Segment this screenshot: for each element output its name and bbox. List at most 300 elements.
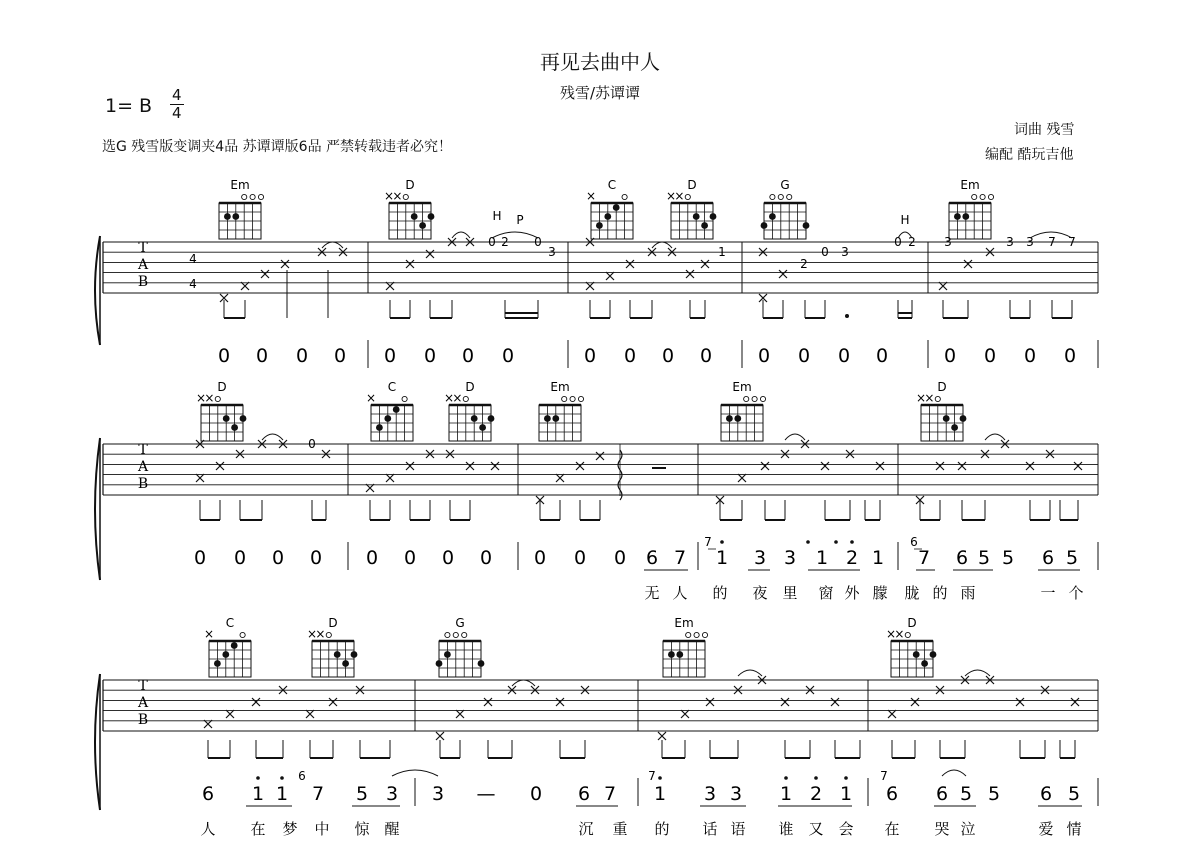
chord-dot: [444, 651, 451, 658]
tab-x-note: [436, 732, 444, 740]
lyric-char: 重: [612, 820, 628, 838]
jianpu-note: 0: [1063, 345, 1077, 367]
jianpu-note: 0: [613, 547, 627, 569]
artists: 残雪/苏谭谭: [559, 84, 641, 102]
chord-open: [905, 632, 910, 637]
tab-clef-a: A: [137, 459, 149, 475]
time-signature-top: 4: [172, 86, 182, 104]
tab-x-note: [406, 260, 414, 268]
lyricist-composer: 词曲 残雪: [1014, 122, 1075, 138]
chord-open: [686, 632, 691, 637]
song-title: 再见去曲中人: [540, 50, 660, 74]
tab-x-note: [406, 462, 414, 470]
tab-clef-b: B: [137, 476, 149, 492]
lyric-char: 一: [1040, 584, 1056, 602]
tab-x-note: [456, 710, 464, 718]
chord-open: [702, 632, 707, 637]
chord-dot: [224, 213, 231, 220]
jianpu-note: 0: [479, 547, 493, 569]
jianpu-note: 0: [233, 547, 247, 569]
jianpu-note: 5: [1065, 547, 1079, 569]
tab-x-note: [281, 260, 289, 268]
chord-open: [403, 194, 408, 199]
chord-open: [240, 632, 245, 637]
jianpu-note: 0: [623, 345, 637, 367]
lyric-char: 胧: [904, 584, 920, 602]
chord-open: [622, 194, 627, 199]
chord-open: [972, 194, 977, 199]
tab-x-note: [576, 462, 584, 470]
chord-name: D: [405, 178, 415, 192]
chord-dot: [223, 415, 230, 422]
dot: [658, 776, 662, 780]
jianpu-note: 3: [783, 547, 797, 569]
chord-dot: [419, 222, 426, 229]
lyric-char: 话: [702, 820, 718, 838]
slur-arc: [942, 770, 966, 776]
chord-mute: ×: [204, 391, 215, 405]
chord-dot: [232, 213, 239, 220]
chord-name: D: [217, 380, 227, 394]
tie-arc: [965, 670, 990, 676]
tab-x-note: [484, 698, 492, 706]
tab-x-note: [701, 260, 709, 268]
tab-x-note: [761, 462, 769, 470]
tab-x-note: [964, 260, 972, 268]
chord-name: C: [225, 616, 235, 630]
chord-dot: [214, 660, 221, 667]
lyric-char: 人: [672, 584, 688, 602]
tie-arc: [785, 434, 805, 440]
chord-mute: ×: [885, 627, 897, 641]
chord-open: [694, 632, 699, 637]
chord-dot: [342, 660, 349, 667]
tab-x-note: [196, 474, 204, 482]
chord-open: [250, 194, 255, 199]
jianpu-note: 0: [1023, 345, 1037, 367]
jianpu-note: 0: [943, 345, 957, 367]
chord-dot: [921, 660, 928, 667]
jianpu-note: 0: [403, 547, 417, 569]
dot: [814, 776, 818, 780]
tab-clef-t: T: [138, 240, 148, 256]
tab-number: 3: [944, 235, 952, 249]
chord-dot: [943, 415, 950, 422]
jianpu-note: 0: [255, 345, 269, 367]
chord-open: [402, 396, 407, 401]
chord-mute: ×: [306, 627, 318, 641]
jianpu-note: 5: [355, 783, 369, 805]
tab-x-note: [706, 698, 714, 706]
chord-mute: ×: [365, 391, 377, 405]
staff-time-sig-bottom: 4: [189, 277, 197, 291]
chord-dot: [960, 415, 967, 422]
jianpu-note: 6: [955, 547, 969, 569]
chord-dot: [351, 651, 358, 658]
chord-open: [744, 396, 749, 401]
chord-name: D: [937, 380, 947, 394]
jianpu-note: 6: [935, 783, 949, 805]
jianpu-note: 2: [809, 783, 823, 805]
chord-open: [787, 194, 792, 199]
grace-note: 7: [704, 535, 712, 549]
lyric-char: 情: [1066, 820, 1082, 838]
tab-number: 2: [908, 235, 916, 249]
lyric-char: 梦: [282, 820, 298, 838]
lyric-char: 里: [782, 584, 798, 602]
tab-x-note: [626, 260, 634, 268]
slur-arc: [392, 770, 438, 776]
jianpu-note: 7: [311, 783, 325, 805]
lyric-char: 泣: [960, 820, 976, 838]
chord-dot: [596, 222, 603, 229]
tab-x-note: [821, 462, 829, 470]
jianpu-note: 0: [983, 345, 997, 367]
jianpu-note: 0: [333, 345, 347, 367]
dot: [845, 314, 849, 318]
chord-mute: ×: [392, 189, 403, 203]
chord-dot: [676, 651, 683, 658]
tab-number: 2: [800, 257, 808, 271]
chord-name: D: [907, 616, 917, 630]
jianpu-note: 0: [441, 547, 455, 569]
tab-x-note: [466, 462, 474, 470]
chord-mute: ×: [674, 189, 685, 203]
chord-dot: [231, 642, 238, 649]
tab-x-note: [1016, 698, 1024, 706]
jianpu-note: 0: [295, 345, 309, 367]
jianpu-note: 0: [837, 345, 851, 367]
chord-dot: [428, 213, 435, 220]
tab-number: 0: [894, 235, 902, 249]
tab-x-note: [958, 462, 966, 470]
chord-dot: [930, 651, 937, 658]
chord-dot: [411, 213, 418, 220]
tab-x-note: [426, 250, 434, 258]
jianpu-note: 7: [917, 547, 931, 569]
tab-clef-a: A: [137, 257, 149, 273]
lyric-char: 醒: [384, 820, 400, 838]
chord-dot: [803, 222, 810, 229]
tie-arc: [985, 434, 1005, 440]
lyric-char: 会: [838, 820, 854, 838]
jianpu-note: 2: [845, 547, 859, 569]
jianpu-note: 1: [839, 783, 853, 805]
lyric-char: 语: [730, 820, 746, 838]
jianpu-note: 0: [193, 547, 207, 569]
tab-x-note: [306, 710, 314, 718]
jianpu-note: 0: [271, 547, 285, 569]
jianpu-note: 6: [645, 547, 659, 569]
tab-x-note: [1026, 462, 1034, 470]
chord-name: C: [387, 380, 397, 394]
capo-note: 选G 残雪版变调夹4品 苏谭谭版6品 严禁转载违者必究！: [102, 139, 453, 155]
chord-open: [242, 194, 247, 199]
tab-number: 2: [501, 235, 509, 249]
chord-open: [462, 632, 467, 637]
chord-dot: [240, 415, 247, 422]
lyric-char: 又: [808, 820, 824, 838]
chord-open: [445, 632, 450, 637]
chord-open: [570, 396, 575, 401]
jianpu-note: 5: [959, 783, 973, 805]
dot: [720, 540, 724, 544]
chord-name: D: [328, 616, 338, 630]
chord-dot: [552, 415, 559, 422]
tab-number: 0: [821, 245, 829, 259]
tab-clef-b: B: [137, 274, 149, 290]
tab-x-note: [911, 698, 919, 706]
grace-note: 6: [298, 769, 306, 783]
tab-x-note: [681, 710, 689, 718]
jianpu-note: 1: [275, 783, 289, 805]
jianpu-note: 5: [987, 783, 1001, 805]
chord-open: [463, 396, 468, 401]
jianpu-note: 1: [815, 547, 829, 569]
chord-open: [988, 194, 993, 199]
tab-x-note: [888, 710, 896, 718]
technique-pull: P: [516, 213, 524, 227]
tab-x-note: [386, 474, 394, 482]
jianpu-note: —: [476, 783, 496, 805]
tie-arc: [738, 670, 762, 676]
chord-dot: [726, 415, 733, 422]
tie-arc: [452, 232, 470, 238]
chord-mute: ×: [195, 391, 207, 405]
lyric-char: 在: [250, 820, 266, 838]
chord-dot: [478, 660, 485, 667]
tab-x-note: [556, 474, 564, 482]
chord-dot: [954, 213, 961, 220]
chord-dot: [604, 213, 611, 220]
lyric-char: 人: [200, 820, 216, 838]
chord-open: [453, 632, 458, 637]
jianpu-note: 0: [757, 345, 771, 367]
lyric-char: 个: [1068, 584, 1084, 602]
lyric-char: 朦: [872, 584, 888, 602]
chord-dot: [769, 213, 776, 220]
tab-number: 0: [488, 235, 496, 249]
tie-arc: [322, 242, 343, 248]
dot: [844, 776, 848, 780]
chord-name: G: [780, 178, 790, 192]
lyric-char: 的: [712, 584, 728, 602]
lyric-char: 外: [844, 584, 860, 602]
chord-dot: [710, 213, 717, 220]
chord-name: C: [607, 178, 617, 192]
jianpu-note: 0: [423, 345, 437, 367]
lyric-char: 爱: [1038, 820, 1054, 838]
chord-name: G: [455, 616, 465, 630]
jianpu-note: 1: [871, 547, 885, 569]
chord-dot: [761, 222, 768, 229]
tab-x-note: [491, 462, 499, 470]
tab-number: 3: [1006, 235, 1014, 249]
lyric-char: 夜: [752, 584, 768, 602]
chord-open: [770, 194, 775, 199]
jianpu-note: 1: [653, 783, 667, 805]
chord-dot: [479, 424, 486, 431]
chord-dot: [231, 424, 238, 431]
jianpu-note: 0: [217, 345, 231, 367]
tab-x-note: [329, 698, 337, 706]
dot: [280, 776, 284, 780]
lyric-char: 沉: [578, 820, 594, 838]
chord-open: [258, 194, 263, 199]
chord-dot: [376, 424, 383, 431]
jianpu-note: 3: [753, 547, 767, 569]
tab-number: 7: [1068, 235, 1076, 249]
jianpu-note: 0: [573, 547, 587, 569]
tab-x-note: [936, 462, 944, 470]
tab-x-note: [606, 272, 614, 280]
chord-open: [935, 396, 940, 401]
tab-number: 3: [548, 245, 556, 259]
chord-mute: ×: [924, 391, 935, 405]
technique-hammer: H: [492, 209, 502, 223]
chord-open: [752, 396, 757, 401]
jianpu-note: 5: [1067, 783, 1081, 805]
chord-name: Em: [674, 616, 694, 630]
lyric-char: 惊: [354, 820, 370, 838]
jianpu-note: 0: [699, 345, 713, 367]
time-signature-bottom: 4: [172, 104, 182, 122]
jianpu-note: 7: [673, 547, 687, 569]
jianpu-note: 0: [583, 345, 597, 367]
chord-mute: ×: [203, 627, 215, 641]
arranger: 编配 酷玩吉他: [985, 147, 1074, 163]
jianpu-note: 0: [461, 345, 475, 367]
jianpu-note: 3: [431, 783, 445, 805]
jianpu-note: 6: [885, 783, 899, 805]
lyric-char: 谁: [778, 820, 794, 838]
chord-dot: [222, 651, 229, 658]
jianpu-note: 5: [977, 547, 991, 569]
jianpu-note: 3: [729, 783, 743, 805]
chord-dot: [701, 222, 708, 229]
tab-x-note: [596, 452, 604, 460]
tab-number: 1: [718, 245, 726, 259]
dot: [784, 776, 788, 780]
tab-number: 3: [1026, 235, 1034, 249]
chord-name: Em: [550, 380, 570, 394]
chord-dot: [471, 415, 478, 422]
tab-clef-a: A: [137, 695, 149, 711]
jianpu-note: 3: [703, 783, 717, 805]
lyric-char: 无: [644, 584, 660, 602]
chord-dot: [488, 415, 495, 422]
jianpu-note: 0: [533, 547, 547, 569]
hp-arc: [492, 232, 538, 238]
chord-dot: [393, 406, 400, 413]
jianpu-note: 0: [383, 345, 397, 367]
tab-number: 0: [534, 235, 542, 249]
tab-number: 0: [308, 437, 316, 451]
tab-x-note: [252, 698, 260, 706]
tab-x-note: [1074, 462, 1082, 470]
lyric-char: 中: [314, 820, 330, 838]
chord-dot: [613, 204, 620, 211]
jianpu-note: 7: [603, 783, 617, 805]
chord-name: Em: [960, 178, 980, 192]
lyric-char: 的: [932, 584, 948, 602]
chord-dot: [693, 213, 700, 220]
jianpu-note: 6: [1041, 547, 1055, 569]
jianpu-note: 6: [1039, 783, 1053, 805]
chord-open: [760, 396, 765, 401]
tab-clef-b: B: [137, 712, 149, 728]
tab-clef-t: T: [138, 678, 148, 694]
technique-hammer: H: [900, 213, 910, 227]
key-signature: 1= B: [105, 95, 153, 117]
chord-dot: [734, 415, 741, 422]
lyric-char: 窗: [818, 584, 834, 602]
tab-clef-t: T: [138, 442, 148, 458]
chord-mute: ×: [894, 627, 905, 641]
chord-open: [562, 396, 567, 401]
chord-dot: [913, 651, 920, 658]
tab-number: 7: [1048, 235, 1056, 249]
chord-open: [326, 632, 331, 637]
chord-open: [578, 396, 583, 401]
tab-x-note: [216, 462, 224, 470]
jianpu-note: 3: [385, 783, 399, 805]
chord-name: Em: [230, 178, 250, 192]
lyric-char: 在: [884, 820, 900, 838]
jianpu-note: 0: [797, 345, 811, 367]
chord-dot: [544, 415, 551, 422]
jianpu-note: 0: [501, 345, 515, 367]
dot: [806, 540, 810, 544]
chord-dot: [384, 415, 391, 422]
chord-mute: ×: [915, 391, 927, 405]
tab-x-note: [226, 710, 234, 718]
dot: [850, 540, 854, 544]
chord-dot: [668, 651, 675, 658]
chord-name: Em: [732, 380, 752, 394]
tab-x-note: [261, 270, 269, 278]
jianpu-note: 1: [779, 783, 793, 805]
tab-x-note: [1071, 698, 1079, 706]
tab-x-note: [831, 698, 839, 706]
staff-time-sig-top: 4: [189, 252, 197, 266]
jianpu-note: 6: [577, 783, 591, 805]
chord-name: D: [687, 178, 697, 192]
tab-x-note: [876, 462, 884, 470]
tab-x-note: [556, 698, 564, 706]
chord-mute: ×: [585, 189, 597, 203]
jianpu-note: 1: [715, 547, 729, 569]
tie-arc: [262, 434, 283, 440]
grace-note: 7: [880, 769, 888, 783]
tab-x-note: [686, 270, 694, 278]
grace-note: 6: [910, 535, 918, 549]
tab-x-note: [779, 270, 787, 278]
dot: [256, 776, 260, 780]
jianpu-note: 0: [529, 783, 543, 805]
tie-arc: [512, 680, 535, 686]
jianpu-note: 0: [875, 345, 889, 367]
tab-number: 3: [841, 245, 849, 259]
chord-dot: [962, 213, 969, 220]
chord-open: [685, 194, 690, 199]
grace-note: 7: [648, 769, 656, 783]
chord-dot: [436, 660, 443, 667]
chord-mute: ×: [383, 189, 395, 203]
tab-x-note: [658, 732, 666, 740]
tab-x-note: [738, 474, 746, 482]
chord-mute: ×: [315, 627, 326, 641]
